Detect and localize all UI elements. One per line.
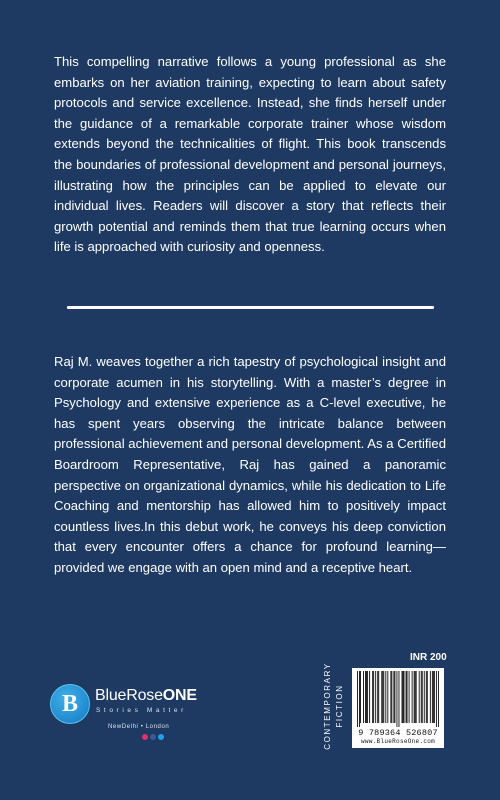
genre-line2: FICTION <box>335 684 344 728</box>
twitter-icon <box>158 734 164 740</box>
book-blurb: This compelling narrative follows a young professional as she embarks on her aviation training, expecting to learn about safety protocols and service excellence. Instead, she finds herself under the guidance of a remarkable corporate trainer whose wisdom extends beyond the technicalities of flight. This book transcends the boundaries of professional development and personal journeys, illustrating how the principles can be applied to elevate our individual lives. Readers will discover a story that reflects their growth potential and reminds them that true learning occurs when life is approached with curiosity and openness. <box>54 54 446 255</box>
publisher-name <box>95 687 197 705</box>
author-bio: Raj M. weaves together a rich tapestry of psychological insight and corporate acumen in his storytelling. With a master’s degree in Psychology and extensive experience as a C-level executive, he has spent years observing the intricate balance between professional achievement and personal development. As a Certified Boardroom Representative, Raj has gained a panoramic perspective on organizational dynamics, while his dedication to Life Coaching and mentorship has allowed him to positively impact countless lives.In this debut work, he conveys his deep conviction that every encounter offers a chance for profound learning—provided we engage with an open mind and a receptive heart. <box>54 354 446 575</box>
genre-label <box>322 660 354 752</box>
social-icons <box>142 734 164 740</box>
publisher-name-part2: ONE <box>162 687 197 704</box>
publisher-emblem-icon: B <box>50 684 90 724</box>
publisher-url: www.BlueRoseOne.com <box>360 738 436 745</box>
instagram-icon <box>142 734 148 740</box>
divider-line <box>67 306 434 309</box>
genre-line1: CONTEMPORARY <box>323 662 332 750</box>
publisher-tagline: Stories Matter <box>96 707 187 714</box>
barcode-digits: 9 789364 526807 <box>358 728 438 738</box>
isbn-barcode <box>352 668 444 748</box>
publisher-cities: NewDelhi • London <box>108 724 170 730</box>
publisher-name-part1: BlueRose <box>95 687 163 704</box>
price-label: INR 200 <box>410 652 447 663</box>
barcode-bars-icon <box>357 671 439 727</box>
publisher-logo <box>50 684 250 754</box>
facebook-icon <box>150 734 156 740</box>
